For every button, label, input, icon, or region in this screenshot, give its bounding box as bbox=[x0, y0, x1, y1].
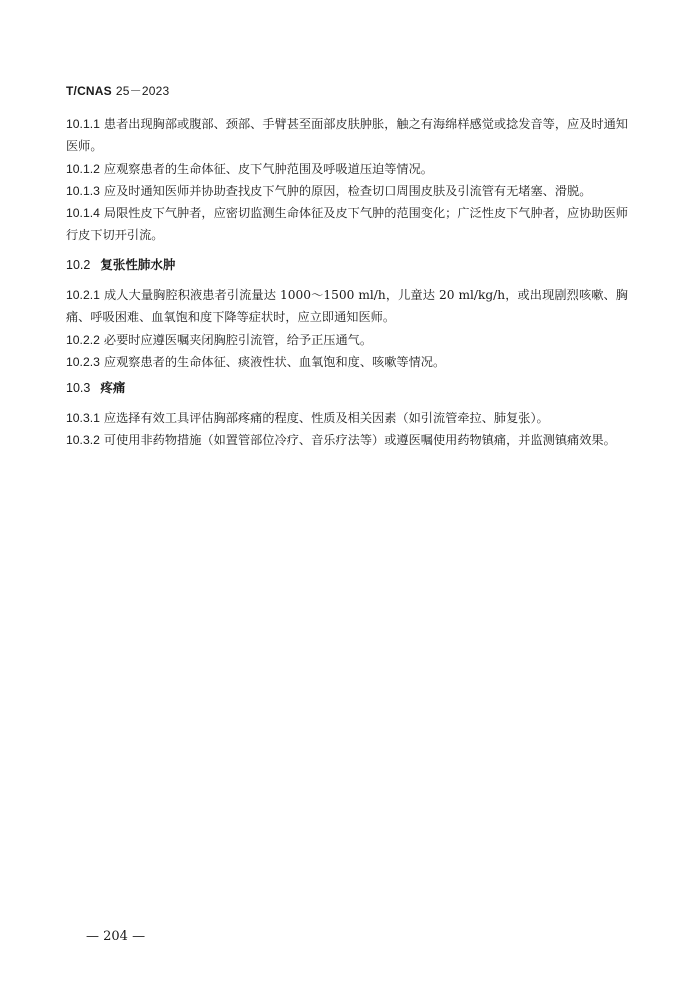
clause-number: 10.2.1 bbox=[66, 288, 100, 302]
section-title: 疼痛 bbox=[100, 381, 126, 395]
clause-text: 必要时应遵医嘱夹闭胸腔引流管，给予正压通气。 bbox=[103, 332, 373, 347]
section-10-2 bbox=[66, 284, 628, 373]
clause-10-2-2 bbox=[66, 329, 628, 351]
clause-10-3-1 bbox=[66, 407, 628, 429]
clause-10-3-2 bbox=[66, 429, 628, 451]
clause-number: 10.1.3 bbox=[66, 183, 100, 198]
clause-10-1-4 bbox=[66, 202, 628, 247]
clause-10-2-1 bbox=[66, 284, 628, 329]
clause-number: 10.1.4 bbox=[66, 206, 100, 221]
standard-code bbox=[66, 82, 169, 99]
clause-text: 可使用非药物措施（如置管部位冷疗、音乐疗法等）或遵医嘱使用药物镇痛，并监测镇痛效果。 bbox=[103, 433, 616, 448]
clause-10-1-3 bbox=[66, 180, 628, 202]
standard-code-number: 25－2023 bbox=[115, 84, 170, 98]
section-10-3 bbox=[66, 407, 628, 452]
standard-code-prefix: T/CNAS bbox=[66, 84, 112, 98]
clause-10-2-3 bbox=[66, 351, 628, 373]
page-number: — 204 — bbox=[86, 929, 146, 944]
section-10-1 bbox=[66, 113, 628, 247]
clause-number: 10.1.2 bbox=[66, 161, 100, 176]
clause-text: 应观察患者的生命体征、皮下气肿范围及呼吸道压迫等情况。 bbox=[103, 161, 433, 176]
clause-number: 10.1.1 bbox=[66, 117, 100, 131]
clause-10-1-1 bbox=[66, 113, 628, 158]
clause-number: 10.3.2 bbox=[66, 433, 100, 448]
clause-text: 应及时通知医师并协助查找皮下气肿的原因，检查切口周围皮肤及引流管有无堵塞、滑脱。 bbox=[103, 183, 592, 198]
section-number: 10.2 bbox=[66, 258, 91, 272]
clause-text: 成人大量胸腔积液患者引流量达 1000～1500 ml/h，儿童达 20 ml/kg/h，或出现剧烈咳嗽、胸痛、呼吸困难、血氧饱和度下降等症状时，应立即通知医师。 bbox=[66, 288, 628, 325]
section-heading-10-2 bbox=[66, 254, 175, 276]
clause-text: 应观察患者的生命体征、痰液性状、血氧饱和度、咳嗽等情况。 bbox=[103, 354, 446, 369]
clause-text: 应选择有效工具评估胸部疼痛的程度、性质及相关因素（如引流管牵拉、肺复张）。 bbox=[103, 411, 549, 425]
section-title: 复张性肺水肿 bbox=[100, 258, 176, 272]
section-number: 10.3 bbox=[66, 381, 91, 395]
section-heading-10-3 bbox=[66, 377, 125, 399]
clause-number: 10.3.1 bbox=[66, 411, 100, 425]
clause-text: 患者出现胸部或腹部、颈部、手臂甚至面部皮肤肿胀，触之有海绵样感觉或捻发音等，应及时通知医师。 bbox=[66, 117, 628, 154]
clause-text: 局限性皮下气肿者，应密切监测生命体征及皮下气肿的范围变化；广泛性皮下气肿者，应协助医师行皮下切开引流。 bbox=[66, 206, 628, 243]
clause-number: 10.2.3 bbox=[66, 354, 100, 369]
clause-10-1-2 bbox=[66, 158, 628, 180]
clause-number: 10.2.2 bbox=[66, 332, 100, 347]
